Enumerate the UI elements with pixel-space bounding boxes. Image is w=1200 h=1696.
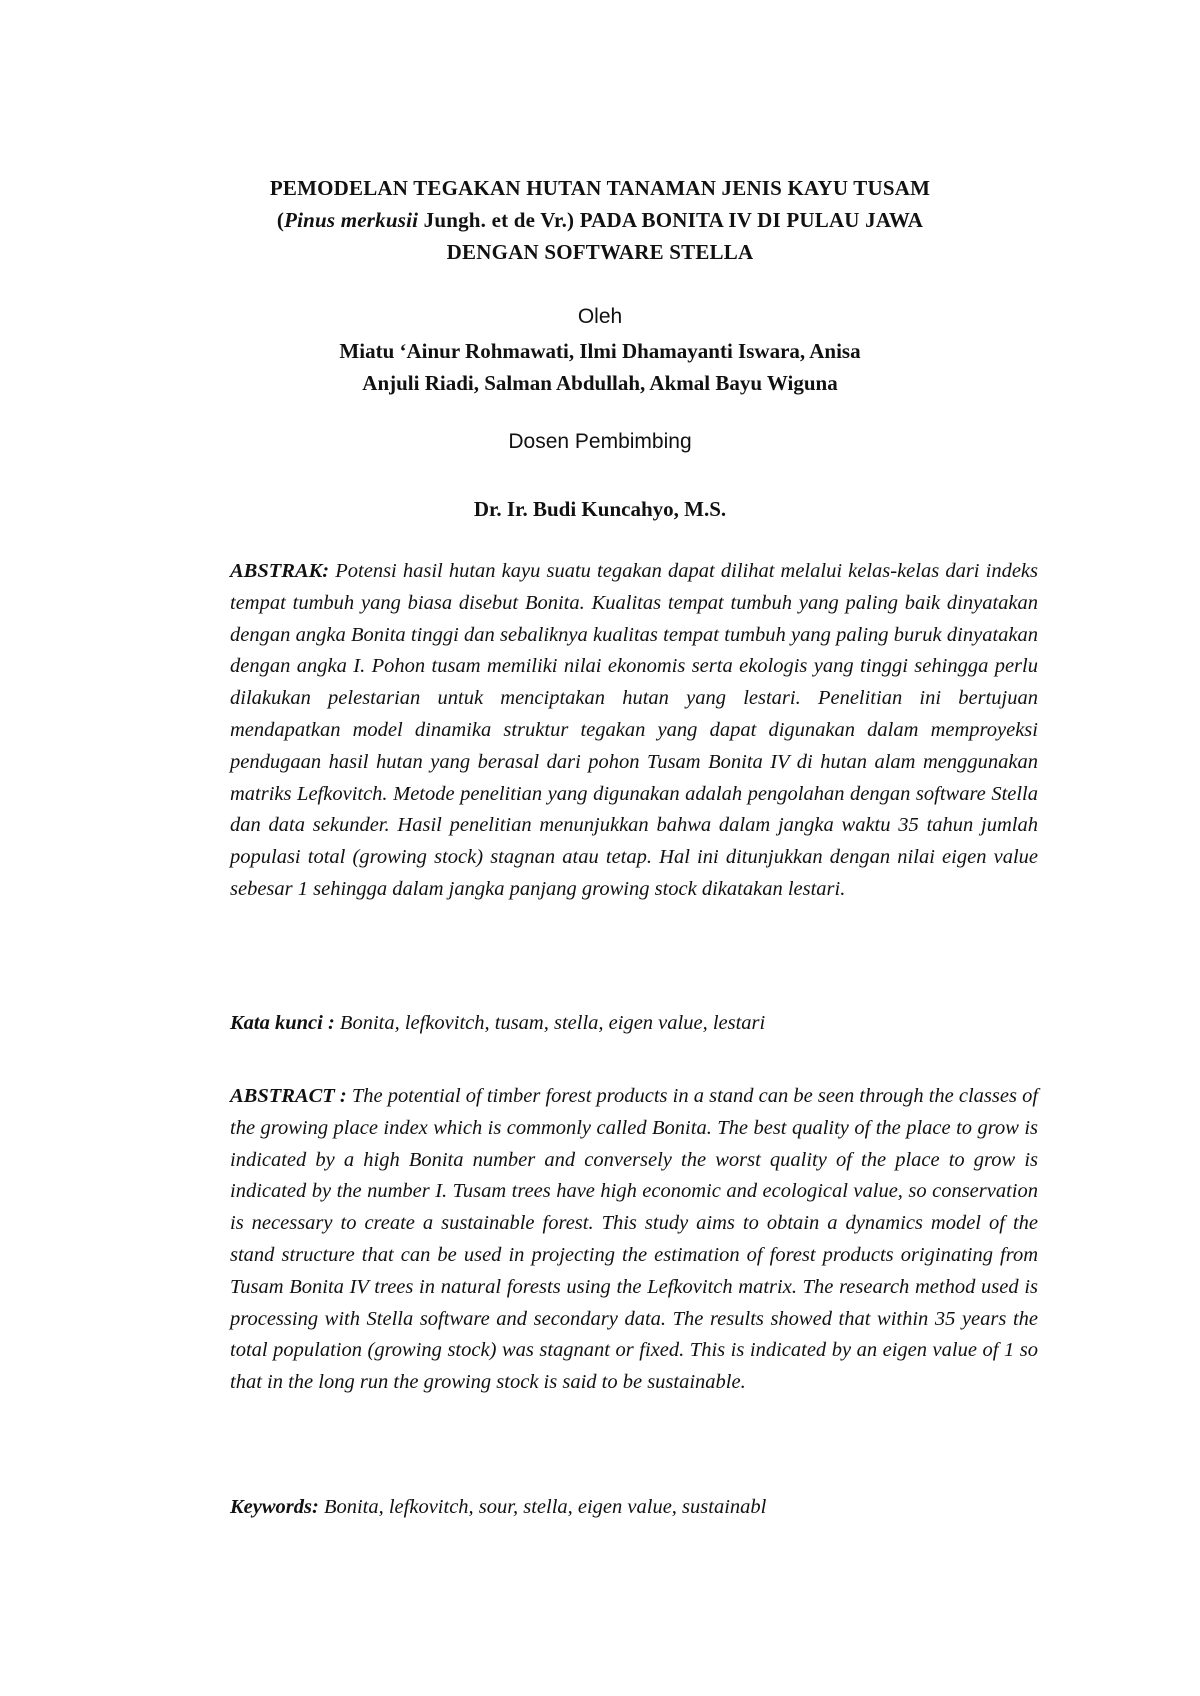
abstract-text: The potential of timber forest products in a stand can be seen through the classes of the growing place index which is commonly called Bonita. The best quality of the place to grow is indicated by a high Bonita number and conversely the worst quality of the place to grow is indicated by the number I. Tusam trees have high economic and ecological value, so conservation is necessary to create a sustainable forest. This study aims to obtain a dynamics model of the stand structure that can be used in projecting the estimation of forest products originating from Tusam Bonita IV trees in natural forests using the Lefkovitch matrix. The research method used is processing with Stella software and secondary data. The results showed that within 35 years the total population (growing stock) was stagnant or fixed. This is indicated by an eigen value of 1 so that in the long run the growing stock is said to be sustainable. bbox=[230, 1085, 1039, 1394]
keywords-text: Bonita, lefkovitch, sour, stella, eigen value, sustainabl bbox=[318, 1496, 767, 1518]
byline-oleh: Oleh bbox=[577, 305, 623, 328]
paper-title bbox=[200, 172, 1000, 268]
supervisor-name: Dr. Ir. Budi Kuncahyo, M.S. bbox=[473, 497, 727, 521]
supervisor-label: Dosen Pembimbing bbox=[508, 430, 692, 453]
title-line-3: DENGAN SOFTWARE STELLA bbox=[446, 240, 754, 264]
author-list bbox=[200, 335, 1000, 399]
title-paren: ( bbox=[276, 208, 285, 232]
title-line-2-rest: Jungh. et de Vr.) PADA BONITA IV DI PULAU JAWA bbox=[418, 208, 924, 232]
keywords-label: Keywords: bbox=[230, 1496, 319, 1518]
keywords-paragraph bbox=[230, 1492, 1038, 1524]
abstract-label: ABSTRACT : bbox=[230, 1085, 347, 1107]
abstract-paragraph bbox=[230, 1081, 1038, 1399]
kata-kunci-text: Bonita, lefkovitch, tusam, stella, eigen value, lestari bbox=[334, 1012, 766, 1034]
title-line-1: PEMODELAN TEGAKAN HUTAN TANAMAN JENIS KAYU TUSAM bbox=[269, 176, 931, 200]
kata-kunci-paragraph bbox=[230, 1008, 1038, 1040]
abstrak-paragraph bbox=[230, 556, 1038, 906]
abstrak-text: Potensi hasil hutan kayu suatu tegakan dapat dilihat melalui kelas-kelas dari indeks tempat tumbuh yang biasa disebut Bonita. Kualitas tempat tumbuh yang paling baik dinyatakan dengan angka Bonita tinggi dan sebaliknya kualitas tempat tumbuh yang paling buruk dinyatakan dengan angka I. Pohon tusam memiliki nilai ekonomis serta ekologis yang tinggi sehingga perlu dilakukan pelestarian untuk menciptakan hutan yang lestari. Penelitian ini bertujuan mendapatkan model dinamika struktur tegakan yang dapat digunakan dalam memproyeksi pendugaan hasil hutan yang berasal dari pohon Tusam Bonita IV di hutan alam menggunakan matriks Lefkovitch. Metode penelitian yang digunakan adalah pengolahan dengan software Stella dan data sekunder. Hasil penelitian menunjukkan bahwa dalam jangka waktu 35 tahun jumlah populasi total (growing stock) stagnan atau tetap. Hal ini ditunjukkan dengan nilai eigen value sebesar 1 sehingga dalam jangka panjang growing stock dikatakan lestari. bbox=[230, 560, 1038, 900]
authors-line-1: Miatu ‘Ainur Rohmawati, Ilmi Dhamayanti Iswara, Anisa bbox=[339, 339, 861, 363]
abstrak-label: ABSTRAK: bbox=[230, 560, 330, 582]
kata-kunci-label: Kata kunci : bbox=[230, 1012, 335, 1034]
title-line-2 bbox=[200, 204, 1000, 236]
authors-line-2: Anjuli Riadi, Salman Abdullah, Akmal Bayu Wiguna bbox=[362, 371, 838, 395]
species-name: Pinus merkusii bbox=[284, 208, 419, 232]
